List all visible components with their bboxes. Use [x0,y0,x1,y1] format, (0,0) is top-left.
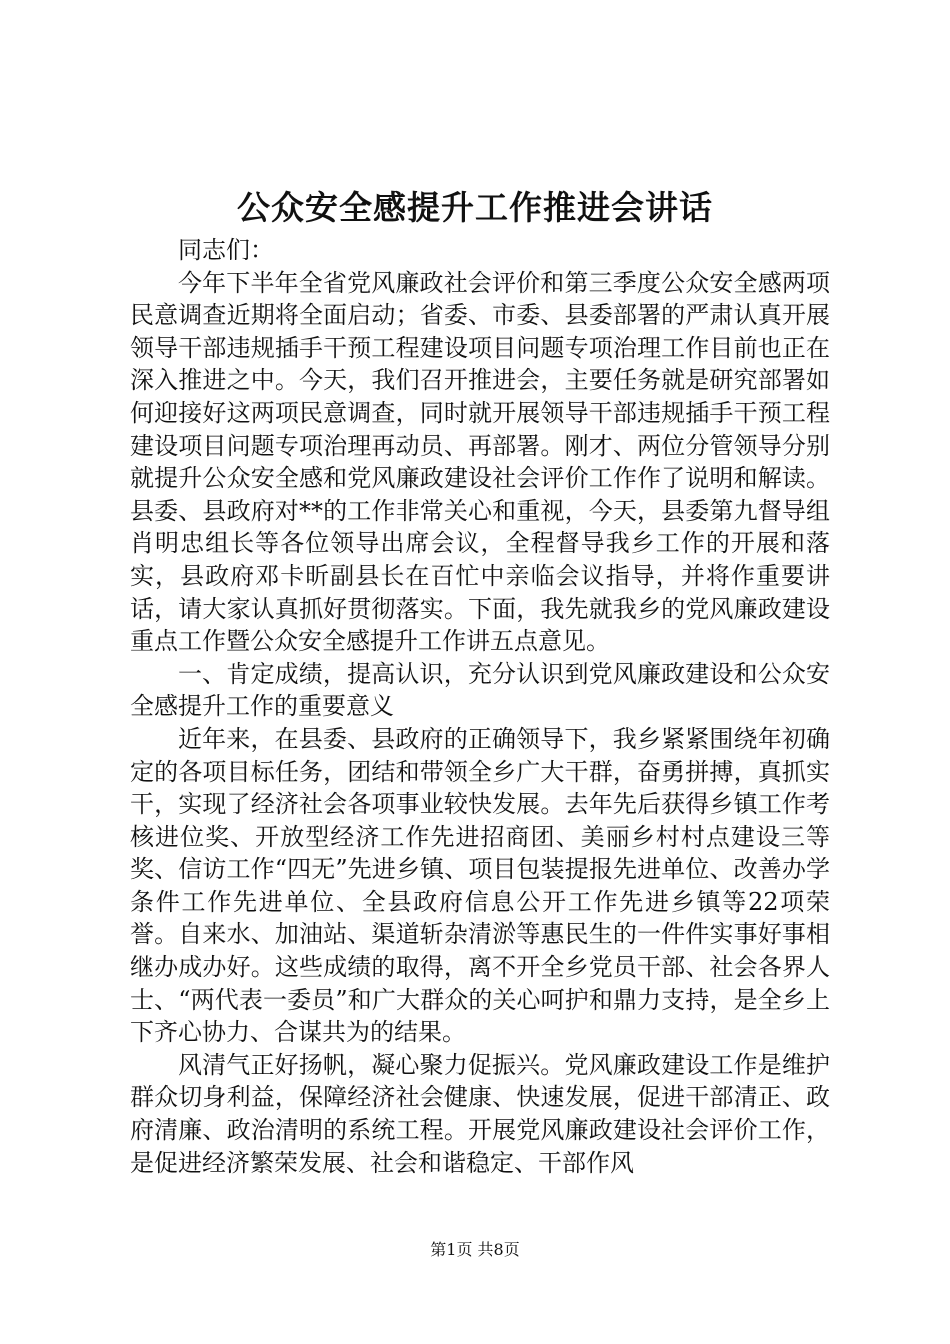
document-body [130,234,830,1179]
paragraph-achievements: 近年来，在县委、县政府的正确领导下，我乡紧紧围绕年初确定的各项目标任务，团结和带领全乡广大干群，奋勇拼搏，真抓实干，实现了经济社会各项事业较快发展。去年先后获得乡镇工作考核进位奖、开放型经济工作先进招商团、美丽乡村村点建设三等奖、信访工作“四无”先进乡镇、项目包装提报先进单位、改善办学条件工作先进单位、全县政府信息公开工作先进乡镇等22项荣誉。自来水、加油站、渠道斩杂清淤等惠民生的一件件实事好事相继办成办好。这些成绩的取得，离不开全乡党员干部、社会各界人士、“两代表一委员”和广大群众的关心呵护和鼎力支持，是全乡上下齐心协力、合谋共为的结果。 [130,724,830,1047]
page-footer: 第1页 共8页 [430,1240,520,1259]
section-heading-one: 一、肯定成绩，提高认识，充分认识到党风廉政建设和公众安全感提升工作的重要意义 [130,659,830,721]
paragraph-significance: 风清气正好扬帆，凝心聚力促振兴。党风廉政建设工作是维护群众切身利益，保障经济社会健康、快速发展，促进干部清正、政府清廉、政治清明的系统工程。开展党风廉政建设社会评价工作，是促进经济繁荣发展、社会和谐稳定、干部作风 [130,1050,830,1177]
salutation: 同志们： [178,236,274,264]
paragraph-opening: 今年下半年全省党风廉政社会评价和第三季度公众安全感两项民意调查近期将全面启动；省委、市委、县委部署的严肃认真开展领导干部违规插手干预工程建设项目问题专项治理工作目前也正在深入推进之中。今天，我们召开推进会，主要任务就是研究部署如何迎接好这两项民意调查，同时就开展领导干部违规插手干预工程建设项目问题专项治理再动员、再部署。刚才、两位分管领导分别就提升公众安全感和党风廉政建设社会评价工作作了说明和解读。县委、县政府对**的工作非常关心和重视，今天，县委第九督导组肖明忠组长等各位领导出席会议，全程督导我乡工作的开展和落实，县政府邓卡昕副县长在百忙中亲临会议指导，并将作重要讲话，请大家认真抓好贯彻落实。下面，我先就我乡的党风廉政建设重点工作暨公众安全感提升工作讲五点意见。 [130,268,830,656]
document-title: 公众安全感提升工作推进会讲话 [237,188,713,227]
